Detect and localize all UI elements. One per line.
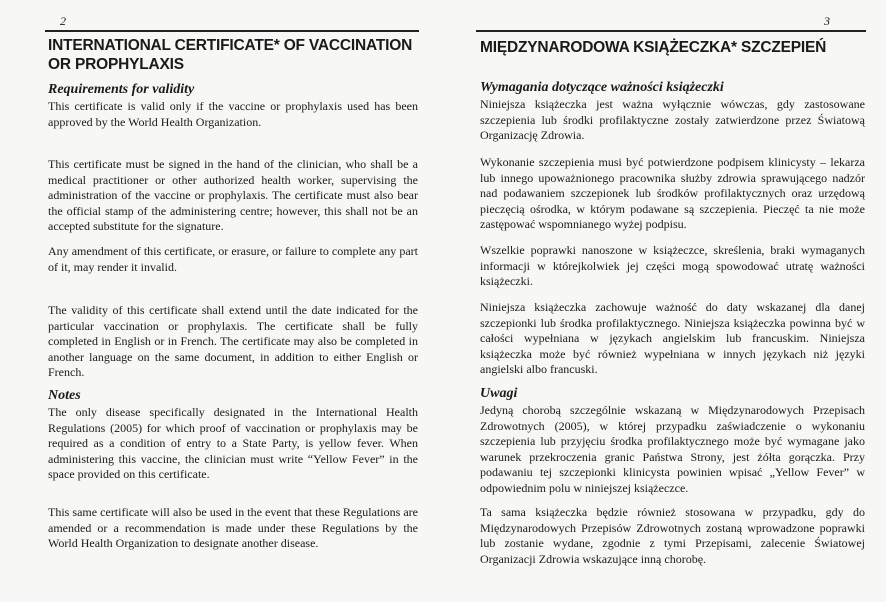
paragraph-3: Any amendment of this certificate, or erasure, or failure to complete any part of it, may render it invalid. — [48, 244, 418, 274]
page-number: 2 — [60, 14, 66, 28]
title-rule — [476, 30, 866, 32]
paragraph-2: Wykonanie szczepienia musi być potwierdzone podpisem klinicysty – lekarza lub innego upoważnionego pracownika służby zdrowia sprawującego nadzór nad podawaniem szczepionek lub środków profilaktycznych oraz urzędową pieczęcią ośrodka, w którym podawane są szczepienia. Pieczęć ta nie może zastępować wspomnianego wyżej podpisu. — [480, 155, 865, 232]
notes-heading: Notes — [48, 388, 81, 403]
left-page — [0, 0, 440, 602]
page-number: 3 — [824, 14, 830, 28]
page-title: MIĘDZYNARODOWA KSIĄŻECZKA* SZCZEPIEŃ — [480, 39, 827, 56]
paragraph-1: Niniejsza książeczka jest ważna wyłącznie wówczas, gdy zastosowane szczepienia lub środki profilaktyczne zostały zatwierdzone przez Światową Organizację Zdrowia. — [480, 97, 865, 143]
paragraph-5: Jedyną chorobą szczególnie wskazaną w Międzynarodowych Przepisach Zdrowotnych (2005), w której przypadku zaświadczenie o wykonaniu szczepienia lub przyjęciu środka profilaktycznego może być wymagane jako warunek przekroczenia granic Państwa Strony, jest żółta gorączka. Przy podawaniu tej szczepionki klinicysta powinien wpisać „Yellow Fever” w odpowiednim polu w niniejszej książeczce. — [480, 403, 865, 495]
paragraph-2: This certificate must be signed in the hand of the clinician, who shall be a medical practitioner or other authorized health worker, supervising the administration of the vaccine or prophylaxis. The certificate must also bear the official stamp of the administering centre; however, this shall not be an accepted substitute for the signature. — [48, 157, 418, 234]
validity-heading: Wymagania dotyczące ważności książeczki — [480, 80, 724, 95]
paragraph-4: The validity of this certificate shall extend until the date indicated for the particular vaccination or prophylaxis. The certificate shall be fully completed in English or in French. The certificate may also be completed in another language on the same document, in addition to either English or French. — [48, 303, 418, 380]
title-rule — [45, 30, 419, 32]
paragraph-1: This certificate is valid only if the vaccine or prophylaxis used has been approved by the World Health Organization. — [48, 99, 418, 129]
notes-heading: Uwagi — [480, 386, 518, 401]
paragraph-6: This same certificate will also be used in the event that these Regulations are amended or a recommendation is made under these Regulations by the World Health Organization to designate another disease. — [48, 505, 418, 551]
page-title: INTERNATIONAL CERTIFICATE* OF VACCINATION OR PROPHYLAXIS — [48, 37, 413, 73]
paragraph-5: The only disease specifically designated in the International Health Regulations (2005) for which proof of vaccination or prophylaxis may be required as a condition of entry to a State Party, is yellow fever. When administering this vaccine, the clinician must write “Yellow Fever” in the space provided on this certificate. — [48, 405, 418, 482]
right-page — [444, 0, 886, 602]
paragraph-4: Niniejsza książeczka zachowuje ważność do daty wskazanej dla danej szczepionki lub środka profilaktycznego. Niniejsza książeczka powinna być w całości wypełniana w językach angielskim lub francuskim. Niniejsza książeczka może być również wypełniana w innych językach niż języki angielski albo francuski. — [480, 300, 865, 377]
validity-heading: Requirements for validity — [48, 82, 195, 97]
paragraph-3: Wszelkie poprawki nanoszone w książeczce, skreślenia, braki wymaganych informacji w którejkolwiek jej części mogą spowodować utratę ważności książeczki. — [480, 243, 865, 289]
paragraph-6: Ta sama książeczka będzie również stosowana w przypadku, gdy do Międzynarodowych Przepisów Zdrowotnych zostaną wprowadzone poprawki lub zostanie wydane, zgodnie z tymi Przepisami, zalecenie Światowej Organizacji Zdrowia wskazujące inną chorobę. — [480, 505, 865, 566]
